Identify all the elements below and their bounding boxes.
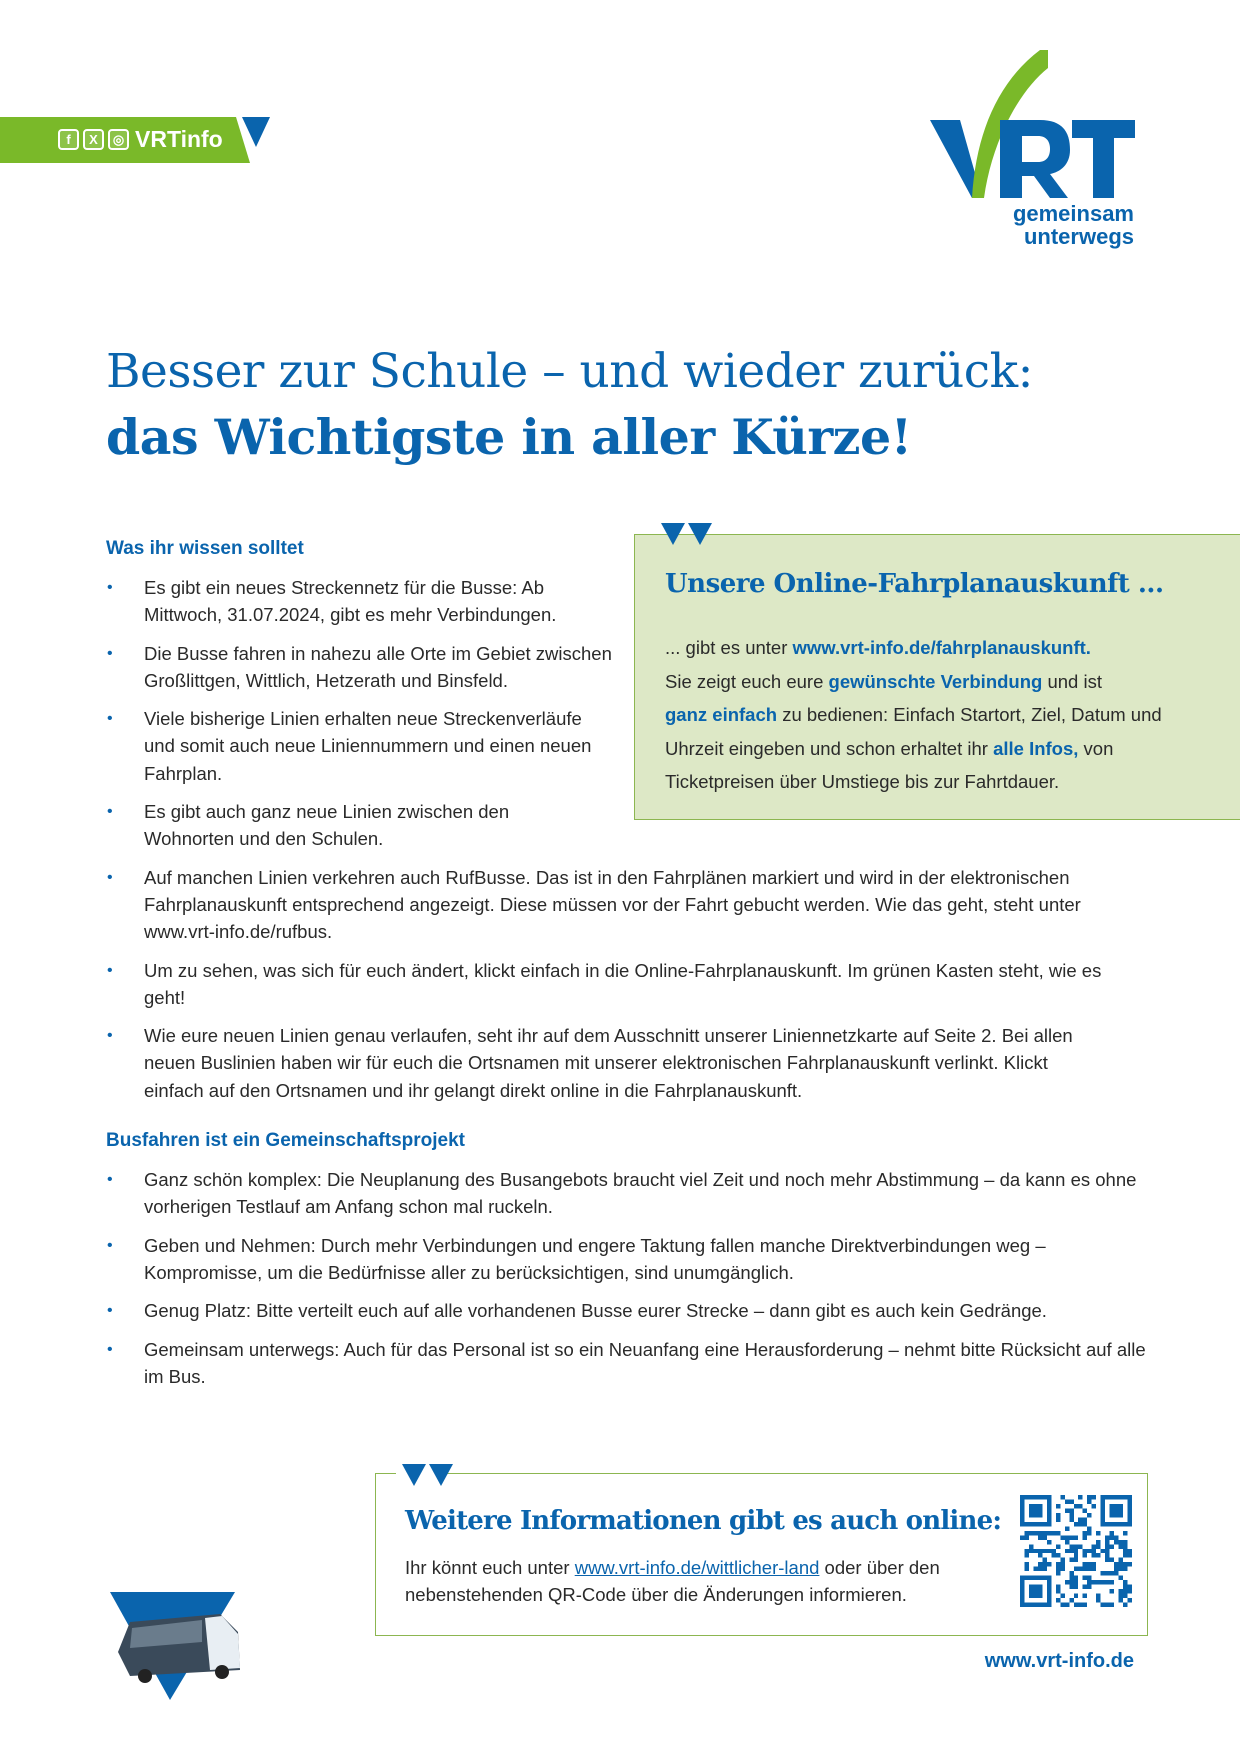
qr-module <box>1105 1580 1109 1584</box>
qr-module <box>1110 1580 1114 1584</box>
box-heading: Unsere Online-Fahrplanauskunft ... <box>665 569 1164 599</box>
section-heading: Was ihr wissen solltet <box>106 538 304 559</box>
list-item: • Es gibt ein neues Streckennetz für die Busse: Ab Mittwoch, 31.07.2024, gibt es mehr Verbindungen. <box>106 574 616 629</box>
qr-module <box>1110 1504 1123 1517</box>
qr-module <box>1069 1544 1073 1548</box>
qr-module <box>1069 1558 1073 1562</box>
qr-module <box>1060 1562 1064 1566</box>
qr-module <box>1024 1549 1028 1553</box>
qr-module <box>1123 1540 1127 1544</box>
qr-module <box>1056 1571 1060 1575</box>
qr-module <box>1119 1540 1123 1544</box>
qr-module <box>1123 1544 1127 1548</box>
section-heading: Busfahren ist ein Gemeinschaftsprojekt <box>106 1130 465 1152</box>
qr-module <box>1056 1562 1060 1566</box>
qr-module <box>1123 1567 1127 1571</box>
qr-module <box>1078 1504 1082 1508</box>
qr-module <box>1083 1531 1087 1535</box>
qr-module <box>1056 1544 1060 1548</box>
qr-module <box>1078 1544 1082 1548</box>
qr-module <box>1119 1544 1123 1548</box>
qr-module <box>1078 1495 1082 1499</box>
qr-module <box>1110 1589 1114 1593</box>
qr-module <box>1069 1585 1073 1589</box>
qr-module <box>1042 1549 1046 1553</box>
qr-module <box>1123 1531 1127 1535</box>
qr-module <box>1065 1540 1069 1544</box>
qr-module <box>1128 1553 1132 1557</box>
text: von Ticketpreisen über Umstiege bis zur Fahrtdauer. <box>665 737 1114 792</box>
qr-module <box>1042 1535 1046 1539</box>
qr-code[interactable] <box>1020 1495 1132 1607</box>
qr-module <box>1065 1603 1069 1607</box>
qr-module <box>1056 1517 1060 1521</box>
qr-module <box>1096 1544 1100 1548</box>
qr-module <box>1074 1576 1078 1580</box>
qr-module <box>1029 1585 1042 1598</box>
qr-module <box>1128 1589 1132 1593</box>
highlight: ganz einfach <box>665 704 778 725</box>
qr-module <box>1105 1571 1109 1575</box>
qr-module <box>1119 1567 1123 1571</box>
qr-module <box>1069 1576 1073 1580</box>
qr-module <box>1051 1531 1055 1535</box>
qr-module <box>1083 1562 1087 1566</box>
qr-module <box>1123 1585 1127 1589</box>
list-item: • Geben und Nehmen: Durch mehr Verbindungen und engere Taktung fallen manche Direktverbindungen weg – Kompromisse, um die Bedürfnisse aller zu berücksichtigen, sind unumgänglich. <box>106 1232 1146 1287</box>
qr-module <box>1110 1535 1114 1539</box>
qr-module <box>1123 1589 1127 1593</box>
qr-module <box>1069 1549 1073 1553</box>
qr-module <box>1078 1522 1082 1526</box>
qr-module <box>1078 1567 1082 1571</box>
qr-module <box>1069 1580 1073 1584</box>
qr-module <box>1101 1571 1105 1575</box>
text: und ist <box>1042 670 1102 692</box>
instagram-icon[interactable]: ◎ <box>108 129 129 150</box>
qr-module <box>1060 1594 1064 1598</box>
list-item: • Die Busse fahren in nahezu alle Orte im Gebiet zwischen Großlittgen, Wittlich, Hetzerath und Binsfeld. <box>106 640 616 695</box>
qr-module <box>1092 1549 1096 1553</box>
qr-module <box>1069 1598 1073 1602</box>
qr-module <box>1128 1598 1132 1602</box>
social-media-banner <box>0 117 262 163</box>
qr-module <box>1123 1562 1127 1566</box>
bus-icon <box>110 1592 255 1700</box>
qr-module <box>1069 1508 1073 1512</box>
list-item: • Auf manchen Linien verkehren auch RufBusse. Das ist in den Fahrplänen markiert und wird in der elektronischen Fahrplanauskunft entsprechend angezeigt. Diese müssen vor der Fahrt gebucht werden. Wie das geht, steht unter www.vrt-info.de/rufbus. <box>106 864 1106 946</box>
qr-module <box>1038 1535 1042 1539</box>
qr-module <box>1083 1549 1087 1553</box>
qr-module <box>1119 1576 1123 1580</box>
qr-module <box>1083 1603 1087 1607</box>
list-item: • Wie eure neuen Linien genau verlaufen, seht ihr auf dem Ausschnitt unserer Liniennetzkarte auf Seite 2. Bei allen neuen Buslinien haben wir für euch die Ortsnamen mit unserer elektronischen Fahrplanauskunft verlinkt. Klickt einfach auf den Ortsnamen und ihr gelangt direkt online in die Fahrplanauskunft. <box>106 1022 1106 1104</box>
qr-module <box>1074 1504 1078 1508</box>
qr-module <box>1020 1535 1024 1539</box>
qr-module <box>1074 1585 1078 1589</box>
triangle-marks <box>402 1464 453 1486</box>
qr-module <box>1065 1508 1069 1512</box>
qr-module <box>1114 1562 1118 1566</box>
qr-module <box>1128 1549 1132 1553</box>
list-item: • Ganz schön komplex: Die Neuplanung des Busangebots braucht viel Zeit und noch mehr Abstimmung – da kann es ohne vorherigen Testlauf am Anfang schon mal ruckeln. <box>106 1166 1146 1221</box>
logo-tagline-1: gemeinsam <box>1012 201 1134 226</box>
qr-module <box>1047 1531 1051 1535</box>
vrt-logo-mark <box>930 50 1140 200</box>
qr-module <box>1038 1567 1042 1571</box>
qr-module <box>1024 1535 1028 1539</box>
qr-module <box>1038 1562 1042 1566</box>
social-handle[interactable]: VRTinfo <box>135 126 223 152</box>
qr-module <box>1051 1553 1055 1557</box>
qr-module <box>1060 1535 1064 1539</box>
qr-module <box>1074 1558 1078 1562</box>
qr-module <box>1042 1567 1046 1571</box>
qr-module <box>1110 1531 1114 1535</box>
qr-module <box>1065 1549 1069 1553</box>
qr-module <box>1087 1513 1091 1517</box>
qr-module <box>1051 1549 1055 1553</box>
qr-module <box>1101 1549 1105 1553</box>
list-item: • Genug Platz: Bitte verteilt euch auf alle vorhandenen Busse eurer Strecke – dann gibt es auch kein Gedränge. <box>106 1297 1146 1324</box>
qr-module <box>1083 1522 1087 1526</box>
qr-module <box>1042 1562 1046 1566</box>
qr-module <box>1087 1531 1091 1535</box>
qr-module <box>1096 1598 1100 1602</box>
qr-module <box>1119 1562 1123 1566</box>
qr-module <box>1078 1517 1082 1521</box>
qr-module <box>1096 1594 1100 1598</box>
qr-module <box>1074 1580 1078 1584</box>
qr-module <box>1065 1526 1069 1530</box>
qr-module <box>1123 1603 1127 1607</box>
qr-module <box>1096 1540 1100 1544</box>
list-item: • Es gibt auch ganz neue Linien zwischen den Wohnorten und den Schulen. <box>106 798 544 853</box>
qr-module <box>1074 1603 1078 1607</box>
qr-module <box>1123 1549 1127 1553</box>
qr-module <box>1033 1531 1037 1535</box>
qr-module <box>1060 1495 1064 1499</box>
qr-module <box>1096 1531 1100 1535</box>
qr-module <box>1069 1535 1073 1539</box>
qr-module <box>1029 1549 1033 1553</box>
qr-module <box>1083 1535 1087 1539</box>
qr-module <box>1087 1526 1091 1530</box>
title-line-2: das Wichtigste in aller Kürze! <box>106 408 912 466</box>
qr-module <box>1069 1571 1073 1575</box>
qr-module <box>1092 1544 1096 1548</box>
qr-module <box>1114 1567 1118 1571</box>
qr-module <box>1123 1580 1127 1584</box>
qr-module <box>1056 1585 1060 1589</box>
qr-module <box>1069 1513 1073 1517</box>
qr-module <box>1128 1585 1132 1589</box>
list-item: • Viele bisherige Linien erhalten neue Streckenverläufe und somit auch neue Liniennummern und einen neuen Fahrplan. <box>106 705 616 787</box>
qr-module <box>1069 1517 1073 1521</box>
qr-module <box>1092 1504 1096 1508</box>
qr-module <box>1114 1540 1118 1544</box>
qr-module <box>1042 1531 1046 1535</box>
qr-module <box>1047 1562 1051 1566</box>
qr-module <box>1047 1540 1051 1544</box>
qr-module <box>1087 1549 1091 1553</box>
qr-module <box>1074 1567 1078 1571</box>
triangle-marks <box>661 523 712 545</box>
qr-module <box>1083 1585 1087 1589</box>
qr-module <box>1065 1535 1069 1539</box>
qr-module <box>1119 1558 1123 1562</box>
qr-module <box>1029 1504 1042 1517</box>
qr-module <box>1101 1580 1105 1584</box>
wittlicher-land-link[interactable]: www.vrt-info.de/wittlicher-land <box>574 1557 820 1578</box>
qr-module <box>1056 1531 1060 1535</box>
qr-module <box>1056 1598 1060 1602</box>
qr-module <box>1087 1585 1091 1589</box>
qr-module <box>1083 1517 1087 1521</box>
highlight: alle Infos, <box>993 737 1079 759</box>
qr-module <box>1038 1553 1042 1557</box>
qr-module <box>1092 1495 1096 1499</box>
qr-module <box>1056 1553 1060 1557</box>
text: oder über den nebenstehenden QR-Code über die Änderungen informieren. <box>405 1557 940 1605</box>
page-title <box>106 340 1206 470</box>
qr-module <box>1074 1544 1078 1548</box>
text: zu bedienen: Einfach Startort, Ziel, Datum und Uhrzeit eingeben und schon erhaltet ihr <box>665 704 1162 759</box>
qr-module <box>1060 1558 1064 1562</box>
qr-module <box>1119 1589 1123 1593</box>
qr-module <box>1087 1567 1091 1571</box>
qr-module <box>1114 1535 1118 1539</box>
qr-module <box>1087 1562 1091 1566</box>
qr-module <box>1024 1553 1028 1557</box>
box-heading: Weitere Informationen gibt es auch online: <box>405 1506 1002 1536</box>
qr-module <box>1074 1549 1078 1553</box>
qr-module <box>1069 1499 1073 1503</box>
qr-module <box>1083 1576 1087 1580</box>
list-item: • Gemeinsam unterwegs: Auch für das Personal ist so ein Neuanfang eine Herausforderung – nehmt bitte Rücksicht auf alle im Bus. <box>106 1336 1146 1391</box>
logo-tagline-2: unterwegs <box>1023 224 1134 249</box>
qr-module <box>1083 1508 1087 1512</box>
qr-module <box>1038 1549 1042 1553</box>
qr-module <box>1078 1603 1082 1607</box>
qr-module <box>1114 1571 1118 1575</box>
qr-module <box>1056 1504 1060 1508</box>
qr-module <box>1033 1549 1037 1553</box>
qr-module <box>1123 1553 1127 1557</box>
bullet-list-wide <box>106 864 1106 1104</box>
text: Ihr könnt euch unter <box>405 1557 575 1578</box>
qr-module <box>1110 1571 1114 1575</box>
qr-module <box>1123 1594 1127 1598</box>
qr-module <box>1087 1499 1091 1503</box>
qr-module <box>1128 1562 1132 1566</box>
qr-module <box>1083 1567 1087 1571</box>
qr-module <box>1110 1558 1114 1562</box>
footer-website-link[interactable]: www.vrt-info.de <box>984 1650 1134 1672</box>
qr-module <box>1105 1535 1109 1539</box>
qr-module <box>1074 1553 1078 1557</box>
qr-module <box>1056 1567 1060 1571</box>
triangle-mark <box>242 117 270 147</box>
qr-module <box>1087 1580 1091 1584</box>
qr-module <box>1029 1531 1033 1535</box>
qr-module <box>1024 1562 1028 1566</box>
qr-module <box>1119 1594 1123 1598</box>
qr-module <box>1105 1549 1109 1553</box>
highlight: gewünschte Verbindung <box>828 670 1043 692</box>
qr-module <box>1056 1589 1060 1593</box>
vrt-logo <box>930 50 1140 255</box>
x-icon[interactable]: X <box>83 129 104 150</box>
timetable-link[interactable]: www.vrt-info.de/fahrplanauskunft. <box>792 637 1091 658</box>
qr-module <box>1092 1567 1096 1571</box>
qr-module <box>1105 1540 1109 1544</box>
qr-module <box>1096 1580 1100 1584</box>
qr-module <box>1060 1603 1064 1607</box>
qr-module <box>1083 1594 1087 1598</box>
qr-module <box>1105 1544 1109 1548</box>
qr-module <box>1119 1598 1123 1602</box>
qr-module <box>1074 1522 1078 1526</box>
qr-module <box>1105 1553 1109 1557</box>
text: Sie zeigt euch eure <box>665 670 829 692</box>
qr-module <box>1105 1558 1109 1562</box>
qr-module <box>1024 1531 1028 1535</box>
qr-module <box>1074 1594 1078 1598</box>
qr-module <box>1101 1603 1105 1607</box>
qr-module <box>1065 1499 1069 1503</box>
qr-module <box>1047 1549 1051 1553</box>
qr-module <box>1092 1562 1096 1566</box>
online-timetable-box <box>634 534 1240 820</box>
qr-module <box>1074 1535 1078 1539</box>
qr-module <box>1110 1603 1114 1607</box>
qr-module <box>1083 1553 1087 1557</box>
qr-module <box>1042 1558 1046 1562</box>
qr-module <box>1056 1513 1060 1517</box>
qr-module <box>1065 1580 1069 1584</box>
qr-module <box>1096 1553 1100 1557</box>
facebook-icon[interactable]: f <box>58 129 79 150</box>
list-item: • Um zu sehen, was sich für euch ändert, klickt einfach in die Online-Fahrplanauskunft. Im grünen Kasten steht, wie es geht! <box>106 957 1106 1012</box>
qr-module <box>1110 1544 1114 1548</box>
qr-module <box>1033 1567 1037 1571</box>
bullet-list-community <box>106 1166 1146 1390</box>
qr-module <box>1105 1603 1109 1607</box>
qr-module <box>1060 1567 1064 1571</box>
qr-module <box>1092 1553 1096 1557</box>
title-line-1: Besser zur Schule – und wieder zurück: <box>106 344 1033 399</box>
text: ... gibt es unter <box>665 637 793 658</box>
qr-module <box>1087 1495 1091 1499</box>
qr-module <box>1029 1544 1033 1548</box>
qr-module <box>1024 1567 1028 1571</box>
qr-module <box>1038 1531 1042 1535</box>
qr-module <box>1087 1576 1091 1580</box>
bullet-list-narrow <box>106 574 616 853</box>
qr-module <box>1092 1580 1096 1584</box>
